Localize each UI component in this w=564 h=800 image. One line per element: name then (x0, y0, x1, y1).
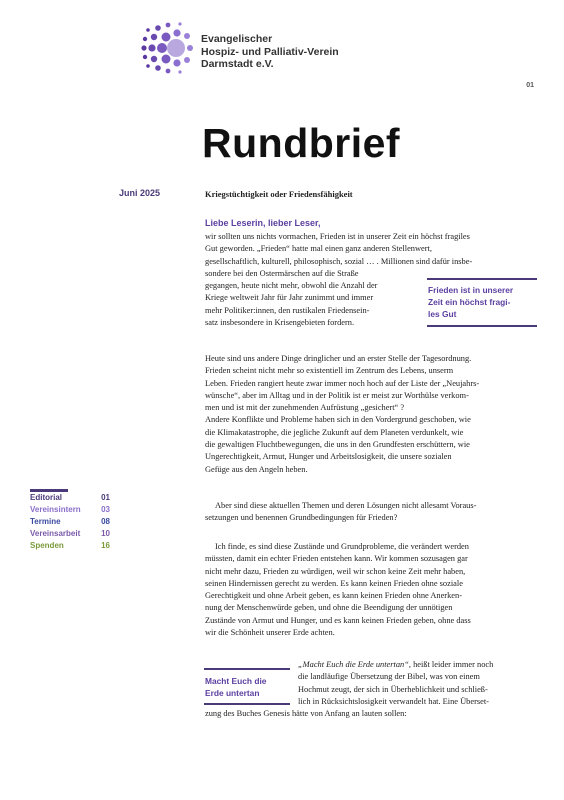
text-line: Andere Konflikte und Probleme haben sich in den Vordergrund geschoben, wie (205, 415, 471, 425)
pull-quote-rule-bottom (427, 325, 537, 327)
greeting: Liebe Leserin, lieber Leser, (205, 218, 321, 228)
text-line: wir sollten uns nichts vormachen, Frieden ist in unserer Zeit ein höchst fragiles (205, 232, 470, 241)
text-line: men und ist mit der zunehmenden Aufrüstung „gesichert“ ? (205, 403, 405, 413)
text-line: Gut geworden. „Frieden“ hatte mal einen ganz anderen Stellenwert, (205, 244, 432, 254)
text-line: Kriege weltweit Jahr für Jahr zunimmt und immer (205, 293, 374, 303)
article-subject: Kriegstüchtigkeit oder Friedensfähigkeit (205, 189, 353, 199)
issue-date: Juni 2025 (119, 188, 161, 198)
toc-label: Vereinsintern (30, 505, 81, 514)
org-name-line-3: Darmstadt e.V. (201, 58, 274, 70)
pull-quote-line: Erde untertan (205, 688, 260, 698)
toc-label: Editorial (30, 493, 63, 502)
toc-page: 08 (101, 517, 110, 526)
toc-label: Spenden (30, 541, 64, 550)
pull-quote-line: les Gut (428, 309, 457, 319)
pull-quote-line: Macht Euch die (205, 676, 267, 686)
toc-item-vereinsintern[interactable] (30, 504, 110, 516)
text-line: Zustände von Armut und Hunger, und es kann keinen Frieden geben, ohne dass (205, 615, 471, 625)
italic-quote: „Macht Euch die Erde untertan“ (298, 660, 409, 669)
text-line: Heute sind uns andere Dinge dringlicher und an erster Stelle der Tagesordnung. (205, 354, 472, 363)
text-line: Frieden scheint nicht mehr so existentiell im Zentrum des Lebens, unserm (205, 366, 454, 376)
page-title: Rundbrief (202, 120, 401, 166)
body-paragraph-4 (205, 500, 538, 525)
body-paragraph-2 (205, 280, 420, 329)
toc-label: Termine (30, 517, 61, 526)
text-line: Ungerechtigkeit, Armut, Hunger und Arbeitslosigkeit, die unsere sozialen (205, 452, 452, 462)
pull-quote-rule-top (427, 278, 537, 280)
org-name (201, 33, 339, 71)
toc-item-termine[interactable] (30, 516, 110, 528)
text-line: Gefüge aus den Angeln heben. (205, 464, 308, 474)
text-line (298, 659, 538, 671)
pull-quote-1 (428, 284, 513, 320)
body-paragraph-3 (205, 353, 538, 476)
text-line: sondere bei den Ostermärschen auf die Straße (205, 268, 359, 278)
text-line: Aber sind diese aktuellen Themen und deren Lösungen nicht allesamt Voraus- (215, 501, 477, 510)
text-line: zung des Buches Genesis hätte von Anfang an lauten sollen: (205, 709, 407, 718)
toc-page: 16 (101, 541, 110, 550)
pull-quote-2-rule-top (204, 668, 290, 670)
body-paragraph-6 (298, 659, 538, 708)
org-name-line-2: Hospiz- und Palliativ-Verein (201, 45, 339, 58)
text-line: wünsche“, aber im Alltag und in der Politik ist er meist zur Worthülse verkom- (205, 390, 469, 400)
toc-item-editorial[interactable] (30, 492, 110, 504)
body-paragraph-6-end (205, 708, 538, 720)
text-line: nicht mehr dazu, Frieden zu würdigen, weil wir schon keine Zeit mehr haben, (205, 566, 466, 576)
org-name-line-1: Evangelischer (201, 33, 273, 45)
text-line: gegangen, heute nicht mehr, obwohl die Anzahl der (205, 281, 378, 290)
text-line: die Klimakatastrophe, die jegliche Zukunft auf dem Planeten verdunkelt, wie (205, 427, 464, 437)
text-line: die gewaltigen Fluchtbewegungen, die uns in den Grundfesten erschüttern, wie (205, 440, 470, 450)
pull-quote-line: Frieden ist in unserer (428, 285, 514, 295)
pull-quote-2-rule-bottom (204, 703, 290, 705)
text-line: seinen Hindernissen gerecht zu werden. Es kann keinen Frieden ohne soziale (205, 578, 463, 588)
toc-item-vereinsarbeit[interactable] (30, 528, 110, 540)
text-line: die landläufige Übersetzung der Bibel, was von einem (298, 672, 480, 682)
text-line: Ich finde, es sind diese Zustände und Grundprobleme, die verändert werden (215, 542, 469, 551)
body-paragraph-5 (205, 541, 538, 639)
pull-quote-2 (205, 675, 266, 699)
table-of-contents (30, 492, 110, 552)
body-paragraph-1 (205, 231, 538, 280)
logo-dots-icon (140, 22, 196, 74)
page-number: 01 (526, 82, 534, 89)
pull-quote-line: Zeit ein höchst fragi- (428, 297, 511, 307)
text-rest: , heißt leider immer noch (408, 660, 494, 669)
toc-label: Vereinsarbeit (30, 529, 81, 538)
text-line: mehr Politiker:innen, den rustikalen Friedensein- (205, 305, 370, 315)
toc-page: 01 (101, 493, 110, 502)
toc-page: 10 (101, 529, 110, 538)
text-line: müssten, damit ein echter Frieden entstehen kann. Wir kommen sozusagen gar (205, 554, 468, 564)
text-line: wir die Schönheit unserer Erde achten. (205, 628, 335, 638)
text-line: nung der Menschenwürde geben, und ohne die Beendigung der unnötigen (205, 603, 453, 613)
text-line: Leben. Frieden rangiert heute zwar immer noch hoch auf der Liste der „Neujahrs- (205, 378, 480, 388)
text-line: setzungen und benennen Grundbedingungen für Frieden? (205, 513, 398, 523)
text-line: Gerechtigkeit und ohne Arbeit geben, es kann keinen Frieden ohne Anerken- (205, 591, 462, 601)
text-line: gesellschaftlich, kulturell, philosophisch, sozial … . Millionen sind dafür insbe- (205, 256, 473, 266)
toc-page: 03 (101, 505, 110, 514)
toc-item-spenden[interactable] (30, 540, 110, 552)
text-line: lich in Rücksichtslosigkeit verwandelt hat. Eine Überset- (298, 696, 489, 706)
text-line: Hochmut zeugt, der sich in Überheblichkeit und schließ- (298, 684, 488, 694)
text-line: satz insbesondere in Krisengebieten fordern. (205, 317, 355, 327)
